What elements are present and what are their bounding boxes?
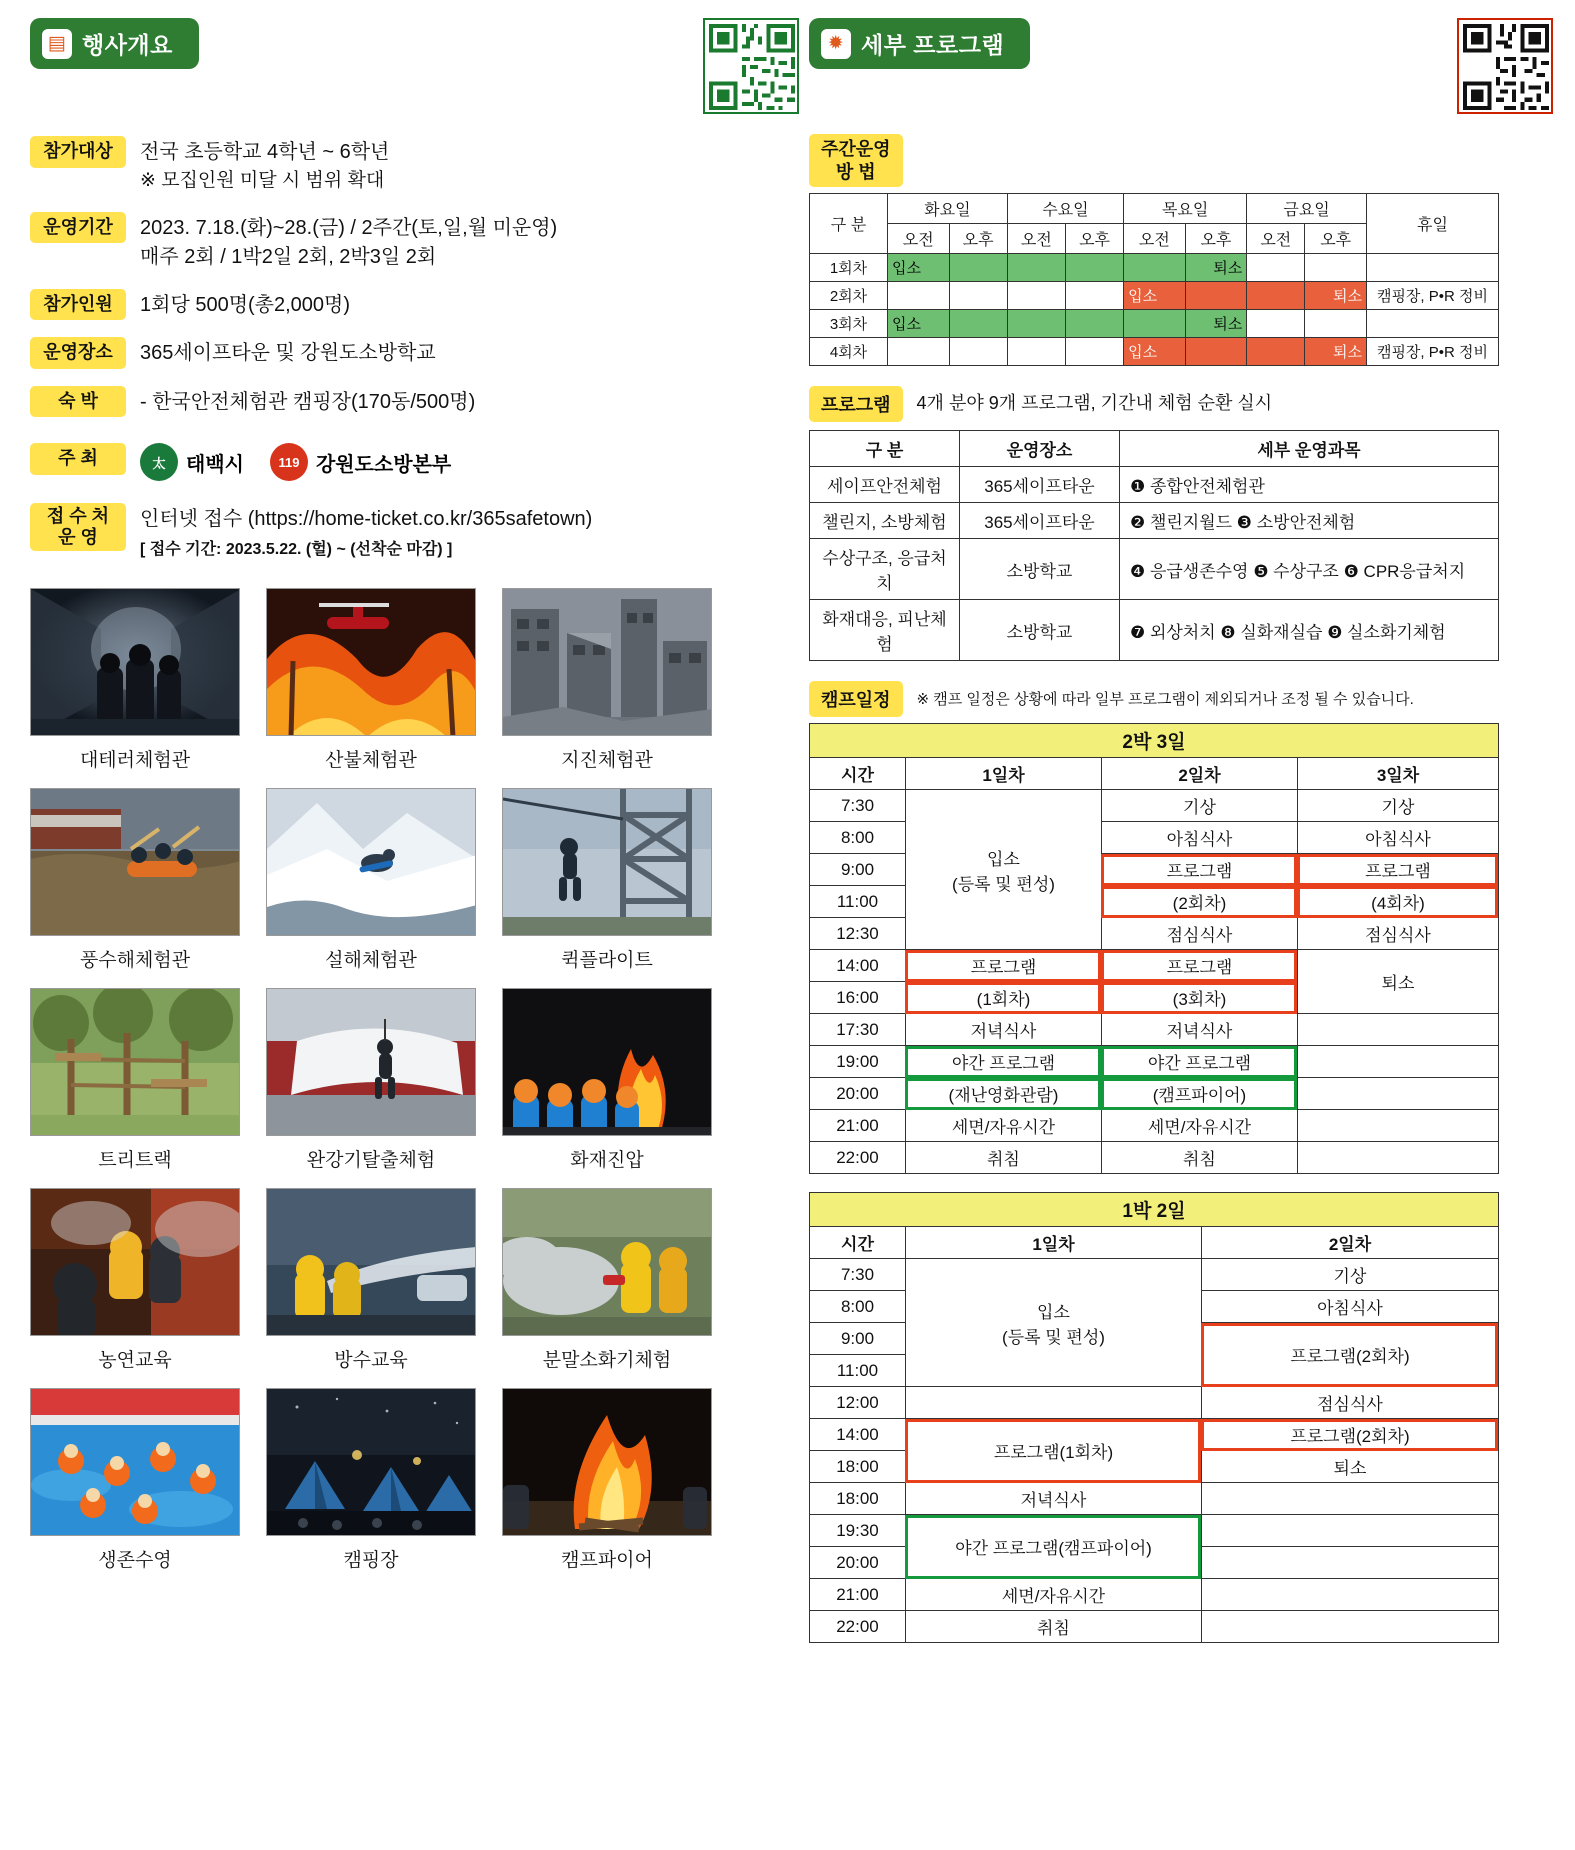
- info-row-period: [30, 212, 799, 272]
- photo-cell: [502, 1388, 712, 1572]
- photo-caption: 퀵플라이트: [561, 949, 653, 971]
- label-host: 주 최: [30, 443, 126, 475]
- schedule-table-2days: [809, 1192, 1499, 1643]
- photo-cell: [266, 988, 476, 1172]
- table-row: 세이프안전체험 365세이프타운 ❶ 종합안전체험관: [809, 467, 1498, 503]
- photo-cell: [266, 588, 476, 772]
- photo-cell: [30, 588, 240, 772]
- table-row: 9:00 프로그램(2회차): [809, 1323, 1498, 1355]
- photo-caption: 캠핑장: [343, 1549, 399, 1571]
- photo-campingjang: [266, 1388, 476, 1536]
- table-row: 11:00 (2회차) (4회차): [809, 886, 1498, 918]
- table-row: 9:00 프로그램 프로그램: [809, 854, 1498, 886]
- photo-quickflight: [502, 788, 712, 936]
- section-header-program: [809, 18, 1030, 69]
- compass-icon: ✹: [821, 29, 851, 59]
- table-row: 20:00 (재난영화관람) (캠프파이어): [809, 1078, 1498, 1110]
- photo-grid: [30, 588, 799, 1572]
- value-period: 2023. 7.18.(화)~28.(금) / 2주간(토,일,월 미운영) 매주 2회 / 1박2일 2회, 2박3일 2회: [140, 216, 558, 268]
- table-header-row: 구 분 운영장소 세부 운영과목: [809, 431, 1498, 467]
- program-summary: 4개 분야 9개 프로그램, 기간내 체험 순환 실시: [916, 393, 1273, 413]
- table-header-row: 시간 1일차 2일차: [809, 1227, 1498, 1259]
- table-row: 화재대응, 피난체험 소방학교 ❼ 외상처치 ❽ 실화재실습 ❾ 실소화기체험: [809, 600, 1498, 661]
- table-row: 8:00 아침식사 아침식사: [809, 822, 1498, 854]
- weekly-operation-table: [809, 193, 1499, 366]
- photo-cell: [30, 1188, 240, 1372]
- photo-bangsu: [266, 1188, 476, 1336]
- photo-hwajaejinap: [502, 988, 712, 1136]
- photo-cell: [266, 1188, 476, 1372]
- info-row-lodging: [30, 386, 799, 418]
- photo-caption: 설해체험관: [325, 949, 417, 971]
- schedule-title-row: 2박 3일: [809, 724, 1498, 758]
- taebaek-city-logo: 太: [140, 443, 178, 481]
- photo-cell: [502, 588, 712, 772]
- table-row: 14:00 프로그램 프로그램 퇴소: [809, 950, 1498, 982]
- photo-caption: 캠프파이어: [561, 1549, 653, 1571]
- calendar-icon: ▤: [42, 29, 72, 59]
- value-participants-target: 전국 초등학교 4학년 ~ 6학년 ※ 모집인원 미달 시 범위 확대: [140, 141, 390, 191]
- table-row: 12:30 점심식사 점심식사: [809, 918, 1498, 950]
- photo-caption: 분말소화기체험: [542, 1349, 672, 1371]
- table-row: 19:30 야간 프로그램(캠프파이어): [809, 1515, 1498, 1547]
- photo-cell: [30, 788, 240, 972]
- table-row: 7:30 입소 (등록 및 편성) 기상 기상: [809, 790, 1498, 822]
- program-table: [809, 430, 1499, 661]
- info-row-capacity: [30, 289, 799, 321]
- photo-caption: 풍수해체험관: [79, 949, 191, 971]
- table-row: 14:00 프로그램(1회차) 프로그램(2회차): [809, 1419, 1498, 1451]
- info-row-target: [30, 136, 799, 195]
- photo-caption: 농연교육: [98, 1349, 172, 1371]
- photo-saengjonsuyeong: [30, 1388, 240, 1536]
- photo-caption: 산불체험관: [325, 749, 417, 771]
- gangwon-fire-hq-logo: 119: [270, 443, 308, 481]
- qr-code-red[interactable]: [1457, 18, 1553, 114]
- qr-code-green[interactable]: [703, 18, 799, 114]
- info-row-venue: [30, 337, 799, 369]
- value-lodging: - 한국안전체험관 캠핑장(170동/500명): [140, 390, 476, 413]
- table-row: 21:00 세면/자유시간: [809, 1579, 1498, 1611]
- table-row: 18:00 저녁식사: [809, 1483, 1498, 1515]
- photo-caption: 트리트랙: [98, 1149, 172, 1171]
- label-lodging: 숙 박: [30, 386, 126, 418]
- photo-caption: 방수교육: [334, 1349, 408, 1371]
- right-header-row: [809, 18, 1553, 114]
- section-header-overview: [30, 18, 199, 69]
- label-venue: 운영장소: [30, 337, 126, 369]
- table-row: 19:00 야간 프로그램 야간 프로그램: [809, 1046, 1498, 1078]
- schedule-title-row: 1박 2일: [809, 1193, 1498, 1227]
- table-row: 18:00 퇴소: [809, 1451, 1498, 1483]
- photo-cell: [502, 788, 712, 972]
- table-row: 22:00 취침 취침: [809, 1142, 1498, 1174]
- photo-treetrack: [30, 988, 240, 1136]
- cell-checkin: 입소 (등록 및 편성): [905, 790, 1101, 950]
- label-program: 프로그램: [809, 386, 903, 422]
- right-column: [799, 18, 1553, 1840]
- apply-url-text[interactable]: 인터넷 접수 (https://home-ticket.co.kr/365safetown): [140, 508, 593, 531]
- label-weekly-operation: 주간운영 방 법: [809, 134, 903, 187]
- value-apply: [140, 503, 592, 561]
- photo-seolhae: [266, 788, 476, 936]
- photo-cell: [266, 788, 476, 972]
- photo-bunmal: [502, 1188, 712, 1336]
- value-capacity: 1회당 500명(총2,000명): [140, 293, 351, 316]
- table-header-row: 구 분 화요일 수요일 목요일 금요일 휴일: [809, 194, 1498, 224]
- photo-wangangi: [266, 988, 476, 1136]
- section-title-overview: 행사개요: [82, 32, 173, 58]
- host-logos: [140, 443, 451, 481]
- camp-schedule-block: [809, 681, 1553, 1643]
- photo-cell: [502, 1188, 712, 1372]
- photo-sanbul: [266, 588, 476, 736]
- left-header-row: [30, 18, 799, 114]
- table-row: 8:00 아침식사: [809, 1291, 1498, 1323]
- table-row: 1회차 입소 퇴소: [809, 254, 1498, 282]
- table-row: 17:30 저녁식사 저녁식사: [809, 1014, 1498, 1046]
- table-row: 21:00 세면/자유시간 세면/자유시간: [809, 1110, 1498, 1142]
- table-row: 12:00 점심식사: [809, 1387, 1498, 1419]
- label-capacity: 참가인원: [30, 289, 126, 321]
- table-subheader-row: 오전 오후 오전 오후 오전 오후 오전 오후: [809, 224, 1498, 254]
- host-taebaek: 太 태백시: [140, 443, 244, 481]
- host-fire-hq: 119 강원도소방본부: [270, 443, 451, 481]
- table-row: 7:30 입소 (등록 및 편성) 기상: [809, 1259, 1498, 1291]
- camp-note-row: [809, 681, 1553, 717]
- table-row: 2회차 입소 퇴소 캠핑장, P•R 정비: [809, 282, 1498, 310]
- photo-caption: 지진체험관: [561, 749, 653, 771]
- photo-pungsuhae: [30, 788, 240, 936]
- table-row: 수상구조, 응급처치 소방학교 ❹ 응급생존수영 ❺ 수상구조 ❻ CPR응급처지: [809, 539, 1498, 600]
- photo-caption: 완강기탈출체험: [306, 1149, 436, 1171]
- info-row-host: [30, 443, 799, 481]
- info-row-apply: [30, 503, 799, 561]
- value-venue: 365세이프타운 및 강원도소방학교: [140, 342, 436, 365]
- label-period: 운영기간: [30, 212, 126, 244]
- table-row: 22:00 취침: [809, 1611, 1498, 1643]
- cell-checkin: 입소 (등록 및 편성): [905, 1259, 1201, 1387]
- weekly-operation-block: [809, 134, 1553, 366]
- table-row: 20:00: [809, 1547, 1498, 1579]
- photo-cell: [502, 988, 712, 1172]
- table-row: 4회차 입소 퇴소 캠핑장, P•R 정비: [809, 338, 1498, 366]
- photo-caption: 생존수영: [98, 1549, 172, 1571]
- table-row: 챌린지, 소방체험 365세이프타운 ❷ 챌린지월드 ❸ 소방안전체험: [809, 503, 1498, 539]
- label-apply: 접 수 처 운 영: [30, 503, 126, 550]
- label-participants-target: 참가대상: [30, 136, 126, 168]
- photo-nongyeon: [30, 1188, 240, 1336]
- photo-cell: [266, 1388, 476, 1572]
- label-camp-schedule: 캠프일정: [809, 681, 903, 717]
- photo-caption: 대테러체험관: [79, 749, 191, 771]
- schedule-table-3days: [809, 723, 1499, 1174]
- photo-cell: [30, 1388, 240, 1572]
- apply-note: [ 접수 기간: 2023.5.22. (헐) ~ (선착순 마감) ]: [140, 541, 453, 559]
- left-column: [30, 18, 799, 1840]
- photo-jijin: [502, 588, 712, 736]
- program-summary-row: [809, 386, 1553, 422]
- table-row: 16:00 (1회차) (3회차): [809, 982, 1498, 1014]
- table-row: 11:00: [809, 1355, 1498, 1387]
- table-row: 3회차 입소 퇴소: [809, 310, 1498, 338]
- photo-campfire: [502, 1388, 712, 1536]
- overview-info-list: [30, 136, 799, 562]
- section-title-program: 세부 프로그램: [860, 32, 1005, 58]
- camp-schedule-note: ※ 캠프 일정은 상황에 따라 일부 프로그램이 제외되거나 조정 될 수 있습니다.: [916, 691, 1414, 708]
- photo-caption: 화재진압: [570, 1149, 644, 1171]
- photo-cell: [30, 988, 240, 1172]
- program-block: [809, 386, 1553, 661]
- table-header-row: 시간 1일차 2일차 3일차: [809, 758, 1498, 790]
- photo-daeteoreo: [30, 588, 240, 736]
